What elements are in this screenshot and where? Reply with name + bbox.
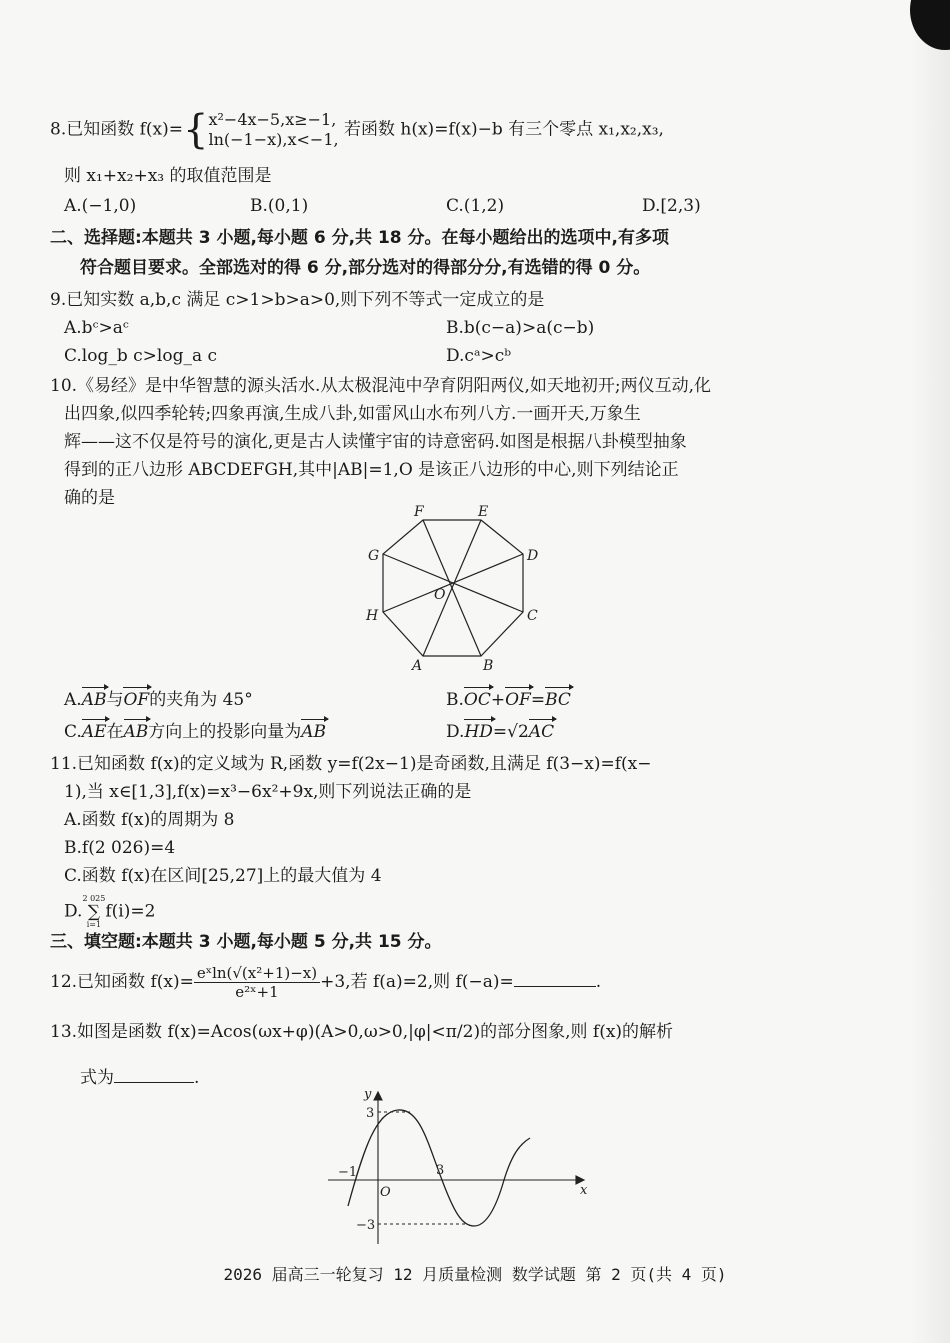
q13-condition: (A>0,ω>0,|φ|<π/2) bbox=[314, 1022, 481, 1042]
q12-answer-blank[interactable] bbox=[514, 970, 596, 987]
q12-numerator: eˣln(√(x²+1)−x) bbox=[194, 964, 320, 983]
q9-option-b: B.b(c−a)>a(c−b) bbox=[446, 318, 595, 338]
q8-option-c: C.(1,2) bbox=[446, 196, 505, 216]
vector-ab: AB bbox=[82, 686, 107, 714]
label-f: F bbox=[414, 504, 424, 520]
octagon-figure bbox=[360, 504, 560, 676]
q8-option-d: D.[2,3) bbox=[642, 196, 701, 216]
q12-denominator: e²ˣ+1 bbox=[235, 983, 279, 1001]
vector-of-b: OF bbox=[505, 686, 531, 714]
q13-answer-prompt: 式为 bbox=[80, 1068, 114, 1088]
q8-stem bbox=[50, 107, 664, 153]
q10-a-tail: 的夹角为 45° bbox=[149, 690, 253, 710]
q10-line4: 得到的正八边形 ABCDEFGH,其中|AB|=1,O 是该正八边形的中心,则下列结论正 bbox=[64, 460, 679, 480]
tick-x-neg1: −1 bbox=[338, 1165, 358, 1180]
q10-line2: 出四象,似四季轮转;四象再演,生成八卦,如雷风山水布列八方.一画开天,万象生 bbox=[64, 404, 641, 424]
q10-option-b: B.OC+OF=BC bbox=[446, 686, 571, 714]
y-axis-arrow bbox=[374, 1092, 382, 1100]
label-o: O bbox=[434, 587, 446, 603]
q8-line2: 则 x₁+x₂+x₃ 的取值范围是 bbox=[64, 166, 272, 186]
label-c: C bbox=[527, 608, 538, 624]
label-a: A bbox=[412, 658, 423, 674]
q11-d-prefix: D. bbox=[64, 901, 83, 922]
origin-label: O bbox=[380, 1185, 391, 1200]
page-footer: 2026 届高三一轮复习 12 月质量检测 数学试题 第 2 页(共 4 页) bbox=[223, 1265, 727, 1284]
sum-symbol: 2 025 ∑ i=1 bbox=[82, 894, 106, 929]
sum-lower: i=1 bbox=[86, 920, 102, 929]
q12-end: . bbox=[595, 972, 602, 992]
octagon-shape bbox=[383, 520, 523, 656]
label-d: D bbox=[527, 548, 539, 564]
q8-piece2: ln(−1−x),x<−1, bbox=[208, 130, 339, 149]
q10-d-coef: √2 bbox=[507, 722, 529, 742]
tick-y-neg3: −3 bbox=[356, 1218, 376, 1233]
label-h: H bbox=[366, 608, 379, 624]
vector-oc: OC bbox=[464, 686, 491, 714]
section2-heading-line2: 符合题目要求。全部选对的得 6 分,部分选对的得部分分,有选错的得 0 分。 bbox=[80, 258, 651, 278]
page-edge-shadow bbox=[910, 0, 950, 1343]
q8-option-b: B.(0,1) bbox=[250, 196, 309, 216]
q11-line2: 1),当 x∈[1,3],f(x)=x³−6x²+9x,则下列说法正确的是 bbox=[64, 782, 472, 802]
q11-option-d bbox=[64, 894, 155, 930]
q13-end: . bbox=[194, 1068, 200, 1088]
q12-prefix: 12.已知函数 f(x)= bbox=[50, 972, 194, 992]
vector-ab-c: AB bbox=[124, 718, 149, 746]
vector-ab-result: AB bbox=[301, 718, 326, 746]
y-axis-label: y bbox=[364, 1088, 372, 1102]
q13-answer-blank[interactable] bbox=[114, 1066, 194, 1083]
q11-d-body: f(i)=2 bbox=[105, 901, 156, 922]
label-e: E bbox=[478, 504, 489, 520]
q13-stem bbox=[50, 1018, 673, 1046]
q8-suffix: 若函数 h(x)=f(x)−b 有三个零点 x₁,x₂,x₃, bbox=[343, 119, 664, 140]
q9-stem: 9.已知实数 a,b,c 满足 c>1>b>a>0,则下列不等式一定成立的是 bbox=[50, 290, 545, 310]
q11-option-c: C.函数 f(x)在区间[25,27]上的最大值为 4 bbox=[64, 866, 382, 886]
vector-of: OF bbox=[123, 686, 149, 714]
tick-y-3: 3 bbox=[366, 1106, 375, 1121]
q10-line5: 确的是 bbox=[64, 488, 115, 508]
q8-brace: { bbox=[183, 107, 209, 153]
q12-stem bbox=[50, 962, 601, 1002]
q12-fraction bbox=[194, 964, 320, 1001]
q9-option-c: C.log_b c>log_a c bbox=[64, 346, 218, 366]
q11-option-a: A.函数 f(x)的周期为 8 bbox=[64, 810, 235, 830]
q11-option-b: B.f(2 026)=4 bbox=[64, 838, 176, 858]
q10-a-mid: 与 bbox=[106, 690, 124, 710]
q8-option-a: A.(−1,0) bbox=[64, 196, 137, 216]
q10-line3: 辉——这不仅是符号的演化,更是古人读懂宇宙的诗意密码.如图是根据八卦模型抽象 bbox=[64, 432, 687, 452]
q8-pieces bbox=[208, 110, 338, 150]
cosine-graph bbox=[324, 1088, 594, 1248]
q10-option-a: A.AB与OF的夹角为 45° bbox=[64, 686, 253, 714]
x-axis-label: x bbox=[580, 1183, 588, 1198]
label-b: B bbox=[483, 658, 494, 674]
q9-option-d: D.cᵃ>cᵇ bbox=[446, 346, 512, 366]
q13-prefix: 13.如图是函数 f(x)=Acos(ωx+φ) bbox=[50, 1022, 315, 1042]
tick-x-3: 3 bbox=[436, 1163, 445, 1178]
section3-heading: 三、填空题:本题共 3 小题,每小题 5 分,共 15 分。 bbox=[50, 932, 442, 952]
q12-suffix: +3,若 f(a)=2,则 f(−a)= bbox=[320, 972, 514, 992]
q13-suffix: 的部分图象,则 f(x)的解析 bbox=[480, 1022, 674, 1042]
q10-line1: 10.《易经》是中华智慧的源头活水.从太极混沌中孕育阴阳两仪,如天地初开;两仪互动,化 bbox=[50, 376, 711, 396]
label-g: G bbox=[368, 548, 380, 564]
q8-piece1: x²−4x−5,x≥−1, bbox=[208, 110, 337, 129]
q11-line1: 11.已知函数 f(x)的定义域为 R,函数 y=f(2x−1)是奇函数,且满足 f(3−x)=f(x− bbox=[50, 754, 652, 774]
q13-line2 bbox=[80, 1064, 199, 1092]
vector-ae: AE bbox=[82, 718, 107, 746]
q10-option-d: D.HD=√2AC bbox=[446, 718, 554, 746]
q10-c-tail: 方向上的投影向量为 bbox=[148, 722, 302, 742]
sum-upper: 2 025 bbox=[82, 894, 106, 903]
q10-c-mid: 在 bbox=[106, 722, 124, 742]
q8-prefix: 8.已知函数 f(x)= bbox=[50, 119, 184, 140]
vector-bc: BC bbox=[545, 686, 571, 714]
q9-option-a: A.bᶜ>aᶜ bbox=[64, 318, 129, 338]
section2-heading-line1: 二、选择题:本题共 3 小题,每小题 6 分,共 18 分。在每小题给出的选项中,有多项 bbox=[50, 228, 669, 248]
q10-option-c: C.AE在AB方向上的投影向量为AB bbox=[64, 718, 326, 746]
vector-ac: AC bbox=[529, 718, 554, 746]
vector-hd: HD bbox=[464, 718, 492, 746]
